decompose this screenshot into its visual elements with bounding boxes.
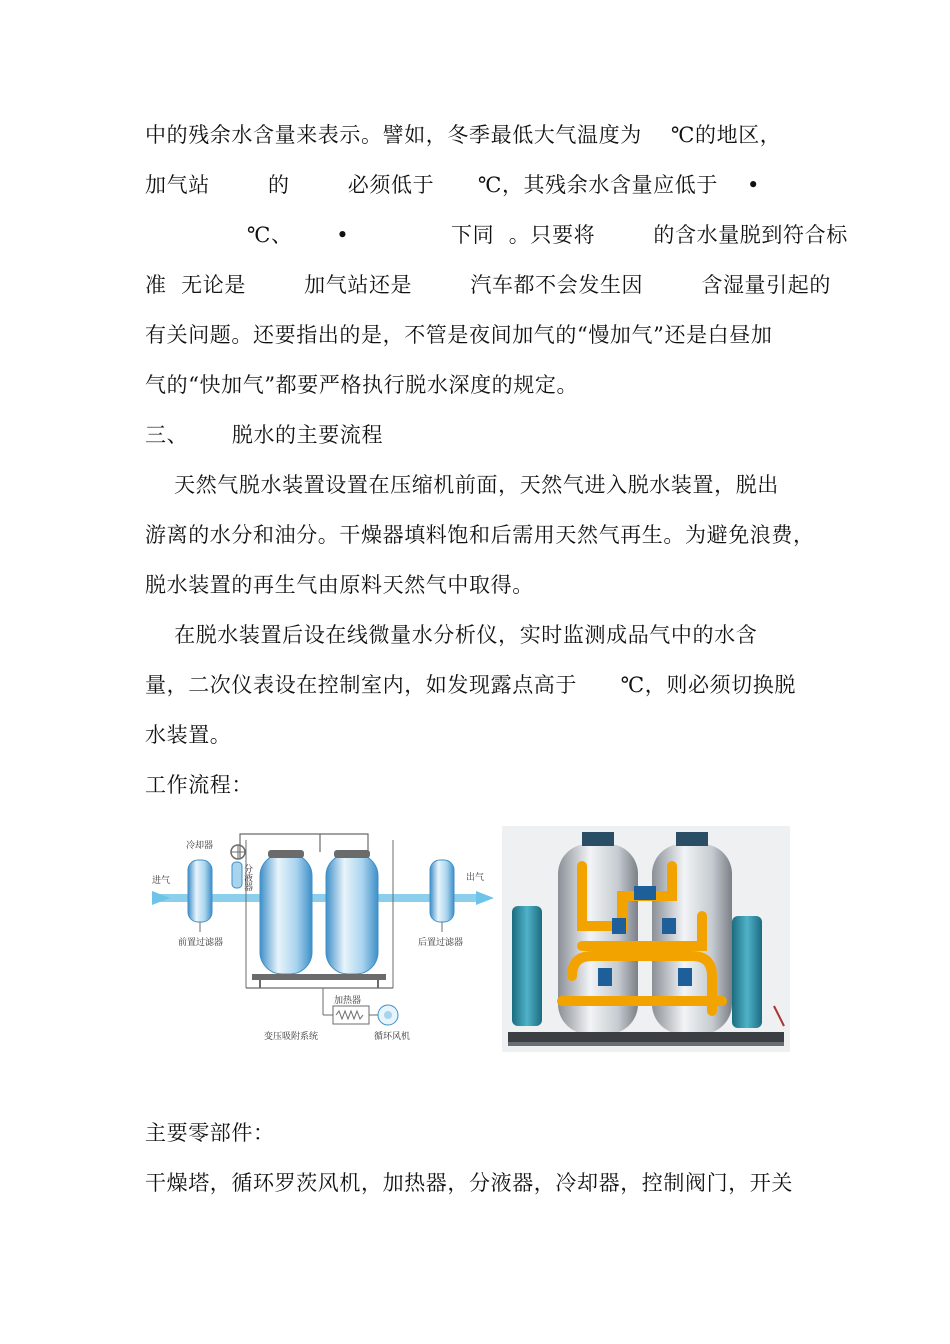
label-inlet: 进气 [152, 876, 171, 886]
label-blower: 循环风机 [374, 1032, 411, 1042]
label-separator: 分液器 [242, 864, 252, 891]
text-line-5: 有关问题。还要指出的是，不管是夜间加气的“慢加气”还是白昼加 [145, 323, 773, 347]
text-line-10: 脱水装置的再生气由原料天然气中取得。 [145, 573, 534, 597]
side-filter-left [512, 906, 542, 1026]
section-heading: 三、 脱水的主要流程 [145, 423, 384, 447]
post-filter-vessel [430, 860, 454, 922]
label-pre-filter: 前置过滤器 [178, 938, 224, 948]
equipment-photo [502, 826, 790, 1052]
text-line-8: 天然气脱水装置设置在压缩机前面，天然气进入脱水装置，脱出 [145, 473, 779, 497]
heater-box [333, 1006, 369, 1024]
text-line-12: 量，二次仪表设在控制室内，如发现露点高于 ℃，则必须切换脱 [145, 673, 796, 697]
tower-frame [252, 974, 386, 980]
side-filter-right [732, 916, 762, 1028]
main-parts-label: 主要零部件： [145, 1121, 275, 1145]
pre-filter-vessel [188, 860, 212, 922]
text-line-11: 在脱水装置后设在线微量水分析仪，实时监测成品气中的水含 [145, 623, 758, 647]
drying-tower-left [260, 854, 312, 974]
base-skid [508, 1032, 784, 1042]
separator-vessel [232, 862, 242, 888]
text-line-13: 水装置。 [145, 723, 232, 747]
process-flow-diagram [148, 828, 498, 1053]
label-outlet: 出气 [466, 873, 485, 883]
label-psa-system: 变压吸附系统 [264, 1032, 319, 1042]
text-line-parts: 干燥塔，循环罗茨风机，加热器，分液器，冷却器，控制阀门，开关 [145, 1171, 793, 1195]
drying-tower-right [326, 854, 378, 974]
text-line-1: 中的残余水含量来表示。譬如，冬季最低大气温度为 ℃的地区， [145, 123, 782, 147]
label-heater: 加热器 [334, 996, 362, 1006]
label-post-filter: 后置过滤器 [418, 938, 464, 948]
label-cooler: 冷却器 [186, 841, 214, 851]
text-line-3: ℃、 • 下同 。只要将 的含水量脱到符合标 [145, 223, 848, 247]
text-line-4: 准 无论是 加气站还是 汽车都不会发生因 含湿量引起的 [145, 273, 831, 297]
text-line-6: 气的“快加气”都要严格执行脱水深度的规定。 [145, 373, 579, 397]
workflow-label: 工作流程： [145, 773, 253, 797]
text-line-9: 游离的水分和油分。干燥器填料饱和后需用天然气再生。为避免浪费， [145, 523, 815, 547]
text-line-2: 加气站 的 必须低于 ℃，其残余水含量应低于 • [145, 173, 761, 197]
